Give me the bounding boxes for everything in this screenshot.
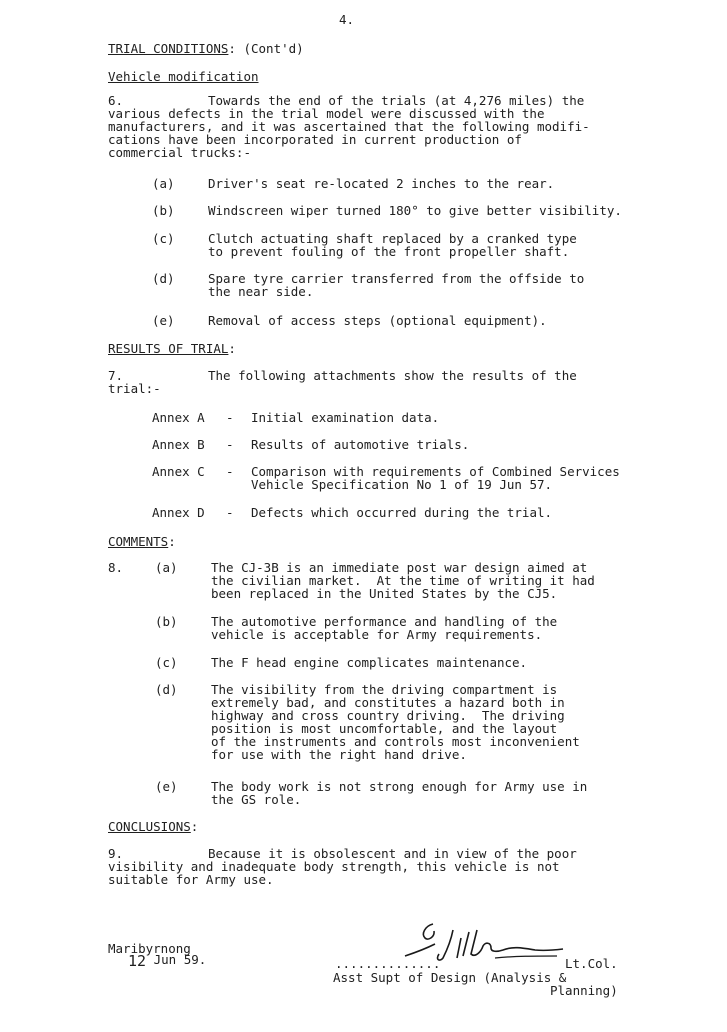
- list-item-text: vehicle is acceptable for Army requirements.: [211, 627, 543, 642]
- list-item-label: (a): [155, 560, 178, 575]
- annex-label: Annex B: [152, 437, 205, 452]
- list-item-text: The CJ-3B is an immediate post war design aimed at: [211, 560, 588, 575]
- date-line: [128, 952, 207, 970]
- list-item-text: The F head engine complicates maintenance.: [211, 655, 528, 670]
- section-heading: TRIAL CONDITIONS: [108, 41, 229, 56]
- list-item-label: (b): [152, 203, 175, 218]
- comments-heading-row: [108, 535, 176, 548]
- list-item-text: Clutch actuating shaft replaced by a cranked type: [208, 231, 577, 246]
- para-6-line: various defects in the trial model were discussed with the: [108, 106, 545, 121]
- para-7-number: 7.: [108, 368, 124, 383]
- list-item-text: position is most uncomfortable, and the layout: [211, 721, 558, 736]
- para-6-line: commercial trucks:-: [108, 145, 251, 160]
- place-name: Maribyrnong: [108, 941, 191, 956]
- heading-suffix: :: [228, 341, 236, 356]
- conclusions-heading-row: [108, 820, 198, 833]
- annex-label: Annex D: [152, 505, 205, 520]
- heading-suffix: :: [168, 534, 176, 549]
- list-item-text: The body work is not strong enough for Army use in: [211, 779, 588, 794]
- para-7-line: The following attachments show the results of the: [208, 368, 577, 383]
- para-9-line: visibility and inadequate body strength, this vehicle is not: [108, 859, 560, 874]
- page-number: 4.: [339, 12, 355, 27]
- list-item-text: highway and cross country driving. The driving: [211, 708, 565, 723]
- list-item-label: (d): [152, 271, 175, 286]
- results-heading-row: [108, 342, 236, 355]
- date-rest: Jun 59.: [146, 952, 207, 967]
- list-item-text: to prevent fouling of the front propeller shaft.: [208, 244, 570, 259]
- list-item-label: (c): [152, 231, 175, 246]
- list-item-label: (e): [155, 779, 178, 794]
- signatory-title-line: Asst Supt of Design (Analysis &: [333, 970, 567, 985]
- list-item-text: Driver's seat re-located 2 inches to the rear.: [208, 176, 555, 191]
- para-6-line: manufacturers, and it was ascertained that the following modifi-: [108, 119, 590, 134]
- list-item-text: of the instruments and controls most inconvenient: [211, 734, 580, 749]
- para-6-number: 6.: [108, 93, 124, 108]
- rank: Lt.Col.: [565, 956, 618, 971]
- para-9-number: 9.: [108, 846, 124, 861]
- list-item-text: The visibility from the driving compartment is: [211, 682, 558, 697]
- list-item-text: Removal of access steps (optional equipment).: [208, 313, 547, 328]
- signature-dots: ..............: [335, 956, 441, 971]
- annex-dash: -: [226, 437, 234, 452]
- vehicle-modification-subheading: Vehicle modification: [108, 69, 259, 84]
- para-9-line: Because it is obsolescent and in view of the poor: [208, 846, 577, 861]
- annex-dash: -: [226, 505, 234, 520]
- trial-conditions-heading-row: [108, 42, 304, 55]
- list-item-text: Windscreen wiper turned 180° to give better visibility.: [208, 203, 622, 218]
- list-item-text: the civilian market. At the time of writing it had: [211, 573, 595, 588]
- para-7-line: trial:-: [108, 381, 161, 396]
- list-item-label: (b): [155, 614, 178, 629]
- annex-label: Annex C: [152, 464, 205, 479]
- annex-text: Vehicle Specification No 1 of 19 Jun 57.: [251, 477, 553, 492]
- list-item-text: been replaced in the United States by the CJ5.: [211, 586, 558, 601]
- signatory-title-line: Planning): [550, 983, 618, 998]
- para-6-line: Towards the end of the trials (at 4,276 miles) the: [208, 93, 585, 108]
- section-heading: CONCLUSIONS: [108, 819, 191, 834]
- list-item-label: (a): [152, 176, 175, 191]
- para-9-line: suitable for Army use.: [108, 872, 274, 887]
- list-item-label: (d): [155, 682, 178, 697]
- date-day: 12: [128, 952, 147, 970]
- list-item-text: extremely bad, and constitutes a hazard both in: [211, 695, 565, 710]
- list-item-text: the near side.: [208, 284, 314, 299]
- annex-label: Annex A: [152, 410, 205, 425]
- list-item-text: The automotive performance and handling of the: [211, 614, 558, 629]
- annex-text: Results of automotive trials.: [251, 437, 470, 452]
- annex-text: Comparison with requirements of Combined Services: [251, 464, 620, 479]
- list-item-text: Spare tyre carrier transferred from the offside to: [208, 271, 585, 286]
- list-item-text: for use with the right hand drive.: [211, 747, 467, 762]
- list-item-label: (e): [152, 313, 175, 328]
- section-heading: RESULTS OF TRIAL: [108, 341, 229, 356]
- section-heading: COMMENTS: [108, 534, 169, 549]
- heading-suffix: : (Cont'd): [228, 41, 304, 56]
- para-8-number: 8.: [108, 560, 124, 575]
- annex-text: Defects which occurred during the trial.: [251, 505, 553, 520]
- annex-text: Initial examination data.: [251, 410, 440, 425]
- annex-dash: -: [226, 410, 234, 425]
- list-item-text: the GS role.: [211, 792, 302, 807]
- annex-dash: -: [226, 464, 234, 479]
- para-6-line: cations have been incorporated in current production of: [108, 132, 522, 147]
- list-item-label: (c): [155, 655, 178, 670]
- heading-suffix: :: [190, 819, 199, 834]
